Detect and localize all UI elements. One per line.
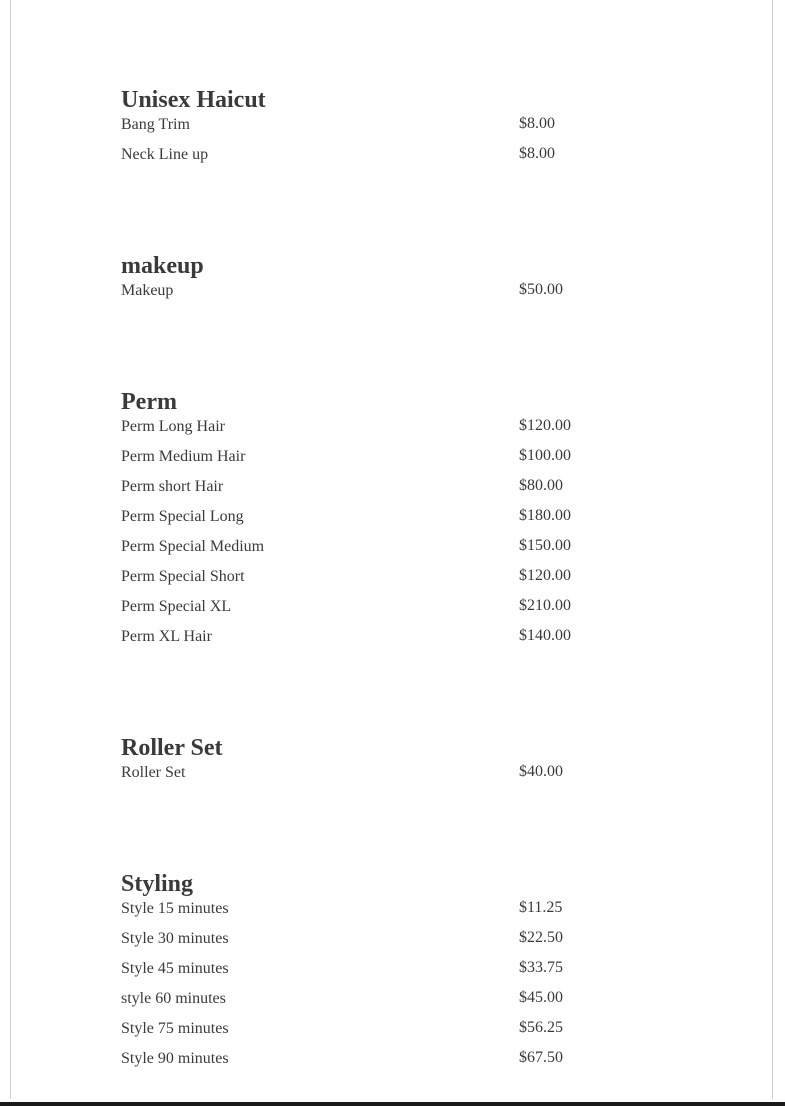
item-price: $67.50 [519, 1049, 563, 1066]
item-price: $33.75 [519, 959, 563, 976]
list-item [121, 628, 681, 658]
section-title: Unisex Haicut [121, 87, 266, 113]
service-list [121, 900, 681, 1080]
item-name: Neck Line up [121, 146, 209, 163]
item-price: $120.00 [519, 417, 571, 434]
item-name: Style 75 minutes [121, 1020, 229, 1037]
cutoff-list-item [121, 0, 681, 6]
list-item [121, 508, 681, 538]
list-item [121, 598, 681, 628]
item-name: Perm Medium Hair [121, 448, 246, 465]
list-item [121, 990, 681, 1020]
item-name: Makeup [121, 282, 174, 299]
list-item [121, 538, 681, 568]
item-price: $180.00 [519, 507, 571, 524]
section-title: Perm [121, 389, 177, 415]
section-makeup [121, 252, 681, 312]
list-item [121, 568, 681, 598]
item-name: Perm Special Medium [121, 538, 265, 555]
item-price: $11.25 [519, 899, 563, 916]
service-list [121, 282, 681, 312]
section-perm [121, 388, 681, 658]
section-roller-set [121, 734, 681, 794]
section-title: Styling [121, 871, 194, 897]
item-name: Style 15 minutes [121, 900, 229, 917]
section-title: makeup [121, 253, 204, 279]
item-name: Style 45 minutes [121, 960, 229, 977]
list-item [121, 448, 681, 478]
item-name: style 60 minutes [121, 990, 226, 1007]
list-item [121, 1020, 681, 1050]
item-price: $8.00 [519, 115, 555, 132]
list-item [121, 282, 681, 312]
item-price: $40.00 [519, 763, 563, 780]
item-name: Perm short Hair [121, 478, 224, 495]
item-name: Perm Special Long [121, 508, 244, 525]
item-price: $140.00 [519, 627, 571, 644]
item-name: Roller Set [121, 764, 186, 781]
list-item [121, 960, 681, 990]
list-item [121, 418, 681, 448]
item-price: $100.00 [519, 447, 571, 464]
item-name: Perm XL Hair [121, 628, 212, 645]
item-name: Style 30 minutes [121, 930, 229, 947]
item-price: $210.00 [519, 597, 571, 614]
item-price: $80.00 [519, 477, 563, 494]
list-item [121, 478, 681, 508]
list-item [121, 116, 681, 146]
section-unisex-haircut [121, 86, 681, 176]
list-item [121, 900, 681, 930]
item-price: $120.00 [519, 567, 571, 584]
service-list [121, 418, 681, 658]
list-item [121, 146, 681, 176]
service-list [121, 116, 681, 176]
service-list [121, 764, 681, 794]
item-price: $8.00 [519, 145, 555, 162]
item-price: $56.25 [519, 1019, 563, 1036]
item-price: $150.00 [519, 537, 571, 554]
item-name: Perm Long Hair [121, 418, 225, 435]
item-name: Perm Special Short [121, 568, 245, 585]
item-price: $45.00 [519, 989, 563, 1006]
item-name: Bang Trim [121, 116, 190, 133]
item-price: $50.00 [519, 281, 563, 298]
list-item [121, 930, 681, 960]
list-item [121, 764, 681, 794]
item-name: Perm Special XL [121, 598, 232, 615]
item-name: Style 90 minutes [121, 1050, 229, 1067]
list-item [121, 1050, 681, 1080]
section-styling [121, 870, 681, 1080]
section-title: Roller Set [121, 735, 223, 761]
bottom-edge-bar [0, 1102, 785, 1106]
item-price: $22.50 [519, 929, 563, 946]
